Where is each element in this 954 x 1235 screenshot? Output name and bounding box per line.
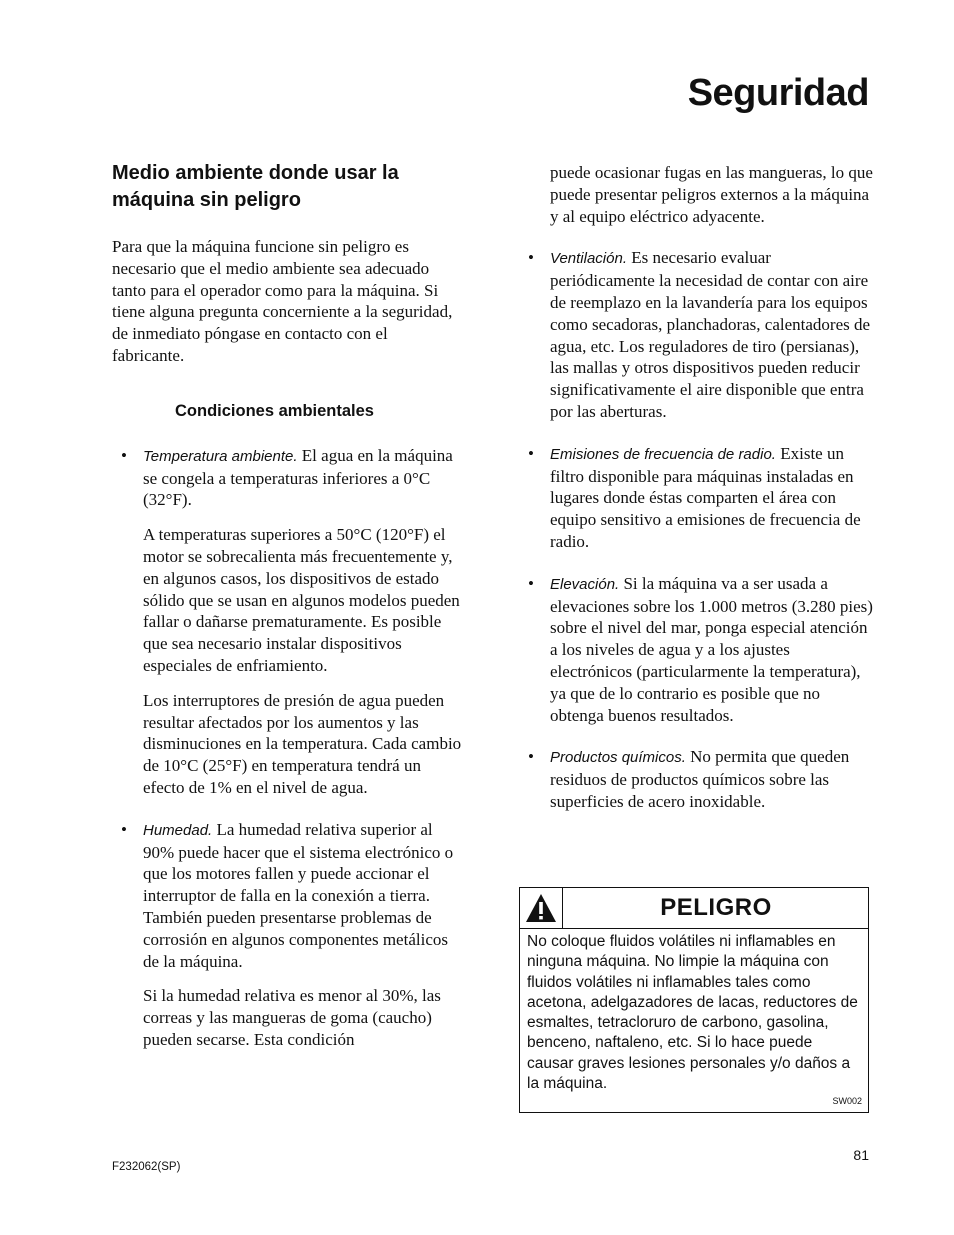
bullet-ventilation: [528, 247, 873, 422]
temperature-paragraph-2: A temperaturas superiores a 50°C (120°F) el motor se sobrecalienta más frecuentemente y, en algunos casos, los dispositivos de estado sólido que se usan en algunos modelos pueden fallar o dañarse prematuramente. Es posible que sea necesario instalar dispositivos especiales de enfriamiento.: [143, 525, 460, 675]
ventilation-text: Es necesario evaluar periódicamente la necesidad de contar con aire de reemplazo en la lavandería para los equipos como secadoras, planchadoras, calentadores de agua, etc. Los reguladores de tiro (persianas), las mallas y otros dispositivos pueden reducir significativamente el aire disponible que entra por las aberturas.: [550, 248, 871, 421]
bullet-humidity: [112, 819, 464, 1051]
temperature-term: Temperatura ambiente.: [143, 447, 298, 465]
right-column: [528, 162, 873, 833]
section-heading: Medio ambiente donde usar la máquina sin peligro: [112, 162, 399, 211]
temperature-text: El agua en la máquina se congela a temperaturas inferiores a 0°C (32°F).: [143, 445, 453, 510]
bullet-marker: •: [528, 248, 534, 268]
radio-term: Emisiones de frecuencia de radio.: [550, 445, 776, 463]
ventilation-term: Ventilación.: [550, 250, 627, 268]
humidity-paragraph-2-continued: puede ocasionar fugas en las mangueras, lo que puede presentar peligros externos a la máquina y al equipo eléctrico adyacente.: [550, 163, 873, 226]
chemicals-term: Productos químicos.: [550, 749, 686, 767]
chemicals-paragraph: [550, 746, 873, 812]
document-code: F232062(SP): [112, 1161, 181, 1173]
radio-paragraph: [550, 443, 873, 553]
page-title: Seguridad: [687, 72, 869, 114]
humidity-term: Humedad.: [143, 821, 213, 839]
chemicals-text: No permita que queden residuos de productos químicos sobre las superficies de acero inoxidable.: [550, 747, 850, 811]
bullet-marker: •: [121, 819, 127, 839]
intro-paragraph: Para que la máquina funcione sin peligro es necesario que el medio ambiente sea adecuado tanto para el operador como para la máquina. Si tiene alguna pregunta concerniente a la seguridad, de inmediato póngase en contacto con el fabricante.: [112, 237, 453, 365]
warning-text: No coloque fluidos volátiles ni inflamables en ninguna máquina. No limpie la máquina con fluidos volátiles ni inflamables tales como acetona, adelgazadores de lacas, reductores de esmaltes, tetracloruro de carbono, gasolina, benceno, naftaleno, etc. Si lo hace puede causar graves lesiones personales y/o daños a la máquina.: [527, 933, 858, 1093]
humidity-paragraph: [143, 819, 464, 973]
bullet-chemicals: [528, 746, 873, 812]
humidity-text: La humedad relativa superior al 90% puede hacer que el sistema electrónico o que los motores fallen y puede accionar el interruptor de falla en la conexión a tierra. También pueden presentarse problemas de corrosión en algunos componentes metálicos de la máquina.: [143, 819, 454, 971]
bullet-marker: •: [528, 573, 534, 593]
warning-code: SW002: [832, 1096, 862, 1106]
elevation-term: Elevación.: [550, 575, 620, 593]
warning-title: PELIGRO: [660, 894, 772, 921]
subheading-environmental-conditions: Condiciones ambientales: [175, 401, 374, 420]
elevation-paragraph: [550, 573, 873, 727]
bullet-marker: •: [528, 443, 534, 463]
warning-triangle-icon: [525, 893, 557, 923]
bullet-elevation: [528, 573, 873, 727]
warning-icon-cell: [520, 888, 563, 928]
bullet-marker: •: [121, 445, 127, 465]
bullet-marker: •: [528, 747, 534, 767]
page-number: 81: [853, 1147, 869, 1163]
humidity-paragraph-2: Si la humedad relativa es menor al 30%, las correas y las mangueras de goma (caucho) pueden secarse. Esta condición: [143, 986, 441, 1049]
radio-text: Existe un filtro disponible para máquinas instaladas en lugares donde éstas comparten el área con equipo sensitivo a emisiones de frecuencia de radio.: [550, 443, 861, 551]
bullet-radio-emissions: [528, 443, 873, 553]
temperature-paragraph: [143, 445, 464, 511]
elevation-text: Si la máquina va a ser usada a elevaciones sobre los 1.000 metros (3.280 pies) sobre el nivel del mar, ponga especial atención a los niveles de agua y a los ajustes electrónicos (particularmente la temperatura), ya que de lo contrario es posible que no obtenga buenos resultados.: [550, 573, 873, 725]
ventilation-paragraph: [550, 247, 873, 422]
warning-header: [520, 888, 868, 929]
danger-warning-box: [519, 887, 869, 1113]
bullet-temperature: [112, 445, 464, 799]
left-column: [112, 160, 464, 1071]
temperature-paragraph-3: Los interruptores de presión de agua pueden resultar afectados por los aumentos y las disminuciones en la temperatura. Cada cambio de 10°C (25°F) en temperatura tendrá un efecto de 1% en el nivel de agua.: [143, 690, 462, 797]
